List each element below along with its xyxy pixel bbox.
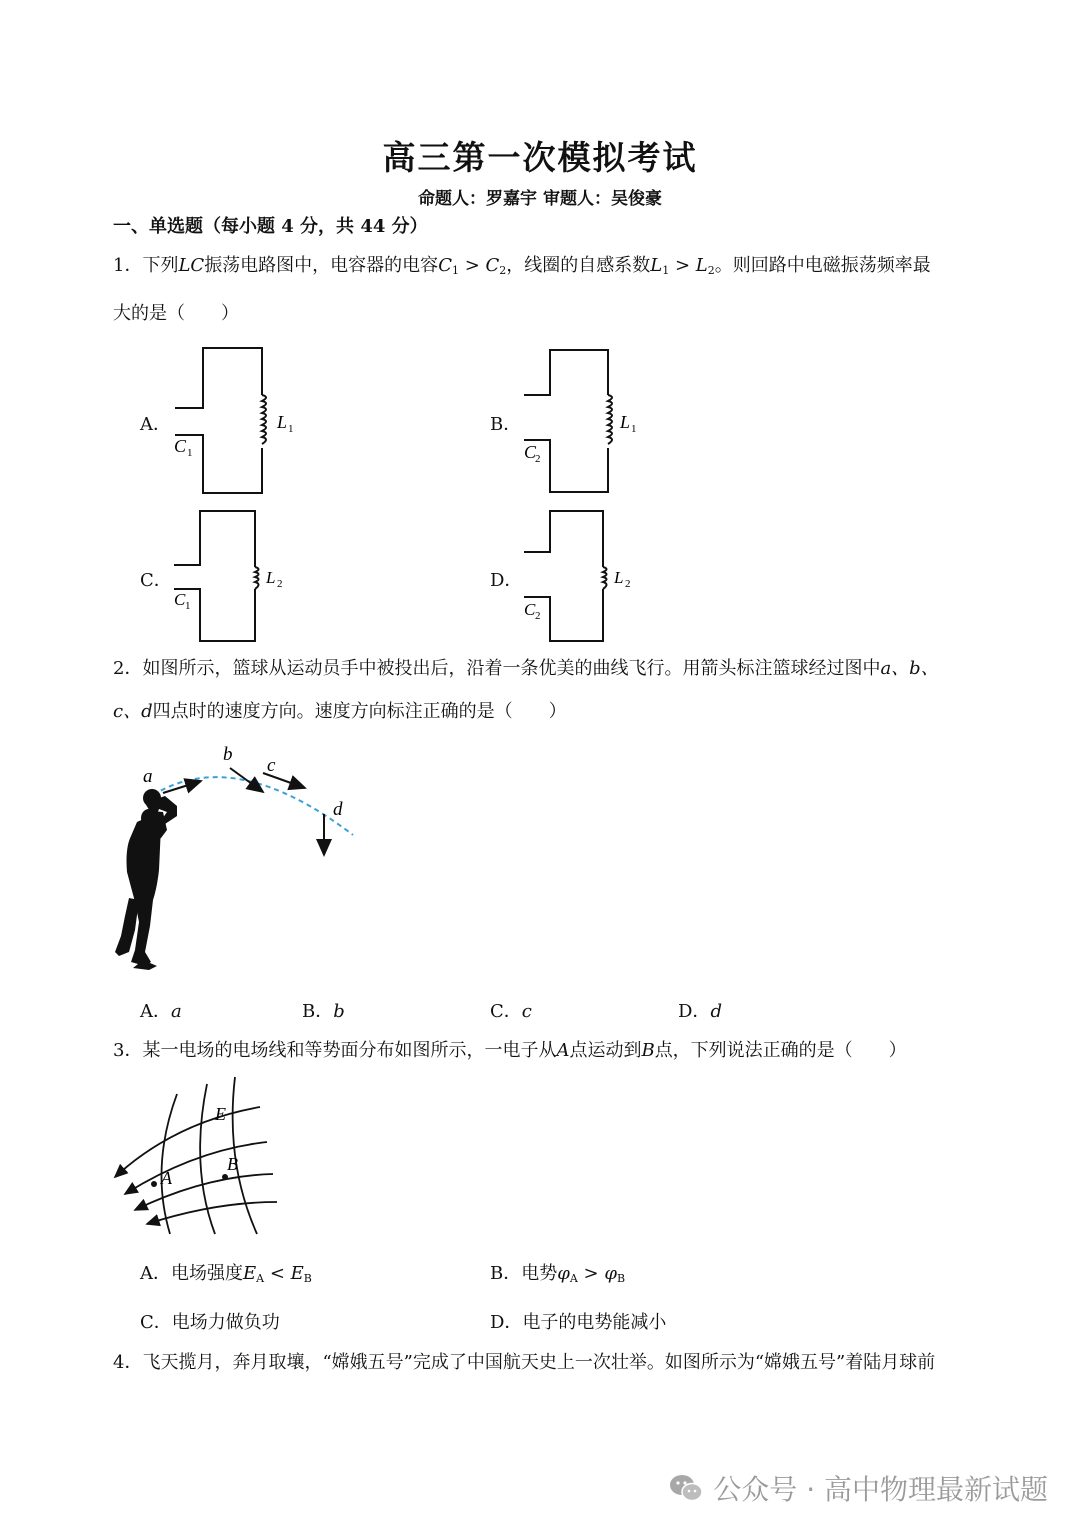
q1-a-cap-sub: 1 — [187, 447, 193, 459]
q1-c-ind-sub: 2 — [277, 578, 283, 590]
exam-title: 高三第一次模拟考试 — [382, 138, 698, 177]
point-a-label: a — [143, 766, 153, 787]
watermark-text: 公众号 · 高中物理最新试题 — [713, 1473, 1048, 1506]
q1-a-ind-sub: 1 — [288, 423, 294, 435]
q1-circuit-d — [510, 505, 650, 650]
q1-circuit-c — [160, 505, 300, 650]
q1-b-ind-label: L — [620, 412, 631, 432]
point-b-dot — [222, 1174, 228, 1180]
field-e-label: E — [215, 1104, 226, 1124]
q1-c-ind-label: L — [266, 568, 276, 587]
arrow-b — [230, 768, 263, 792]
q1-circuit-b — [510, 340, 660, 500]
q1-b-cap-sub: 2 — [535, 453, 541, 465]
field-b-label: B — [227, 1154, 238, 1174]
q2-option-d: D．d — [678, 1001, 722, 1022]
question-2-stem-line2: c、d四点时的速度方向。速度方向标注正确的是（ ） — [113, 701, 567, 722]
point-c-label: c — [267, 755, 276, 776]
point-d-label: d — [333, 799, 343, 820]
q2-option-a: A．a — [140, 1001, 182, 1022]
point-b-label: b — [223, 744, 233, 765]
question-4-stem: 4．飞天揽月，奔月取壤，“嫦娥五号”完成了中国航天史上一次壮举。如图所示为“嫦娥五号”着陆月球前 — [113, 1352, 936, 1373]
q1-option-c-label: C． — [140, 570, 172, 591]
exam-authors: 命题人：罗嘉宇 审题人：吴俊豪 — [418, 189, 662, 209]
player-silhouette — [115, 789, 177, 970]
equipotential-2 — [200, 1084, 215, 1234]
q1-option-a-label: A． — [140, 414, 171, 435]
question-1-stem: 1．下列LC振荡电路图中，电容器的电容$C_1 > C_2$，线圈的自感系数$L_1 > L_2$。则回路中电磁振荡频率最 — [113, 255, 931, 277]
q1-b-ind-sub: 1 — [631, 423, 637, 435]
field-line-1 — [115, 1107, 260, 1177]
section-heading: 一、单选题（每小题 4 分，共 44 分） — [113, 216, 428, 237]
wechat-icon — [669, 1473, 703, 1503]
q2-option-c: C．c — [490, 1001, 532, 1022]
q3-option-c: C．电场力做负功 — [140, 1312, 280, 1333]
q1-b-cap-label: C — [524, 442, 537, 462]
q1-option-d-label: D． — [490, 570, 523, 591]
question-3-stem: 3．某一电场的电场线和等势面分布如图所示，一电子从A点运动到B点，下列说法正确的是（ ） — [113, 1040, 907, 1061]
q1-d-ind-label: L — [614, 568, 624, 587]
field-a-label: A — [161, 1168, 172, 1188]
point-a-dot — [151, 1181, 157, 1187]
q3-option-d: D．电子的电势能减小 — [490, 1312, 667, 1333]
q1-d-cap-label: C — [524, 600, 536, 619]
q1-d-cap-sub: 2 — [535, 610, 541, 622]
q1-a-cap-label: C — [174, 436, 187, 456]
q1-a-ind-label: L — [277, 412, 288, 432]
question-2-stem: 2．如图所示，篮球从运动员手中被投出后，沿着一条优美的曲线飞行。用箭头标注篮球经过图中a、b、 — [113, 658, 939, 679]
watermark — [669, 1468, 1048, 1508]
q3-option-a: A．电场强度$E_A < E_B$ — [140, 1263, 312, 1285]
q2-option-b: B．b — [302, 1001, 345, 1022]
q1-option-b-label: B． — [490, 414, 522, 435]
question-1-stem-line2: 大的是（ ） — [113, 303, 239, 324]
q1-c-cap-sub: 1 — [185, 600, 191, 612]
q3-option-b: B．电势$\varphi_A > \varphi_B$ — [490, 1263, 626, 1285]
q1-circuit-a — [160, 340, 310, 500]
q1-d-ind-sub: 2 — [625, 578, 631, 590]
q1-c-cap-label: C — [174, 590, 186, 609]
q2-basketball-figure — [105, 740, 365, 975]
equipotential-1 — [161, 1094, 177, 1234]
q3-field-figure — [105, 1072, 285, 1242]
